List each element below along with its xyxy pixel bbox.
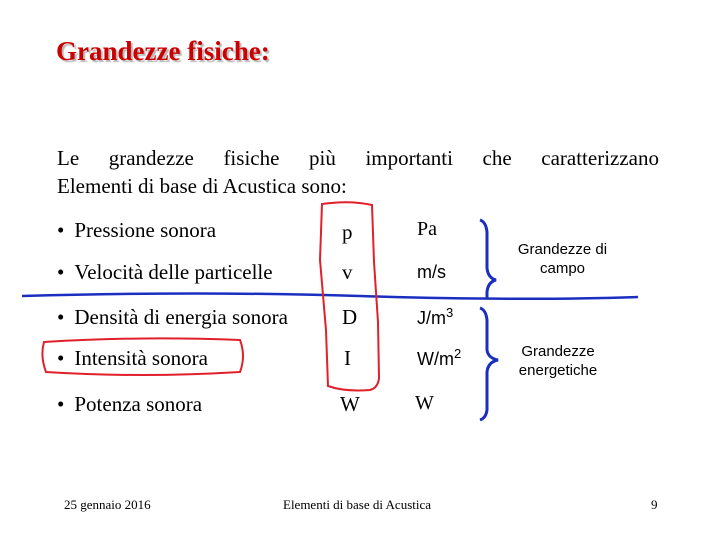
quantity-symbol: D [342, 305, 358, 329]
bullet-icon: • [57, 346, 65, 370]
quantity-unit: Pa [417, 218, 437, 240]
group-label-campo: Grandezze di campo [517, 241, 608, 277]
quantity-label: Velocità delle particelle [74, 260, 273, 284]
page-number: 9 [651, 497, 658, 512]
quantity-label: Intensità sonora [74, 346, 208, 370]
quantity-unit: $J/m^3$ [417, 305, 454, 328]
intensity-highlight [42, 338, 243, 375]
quantity-symbol: v [342, 260, 353, 284]
intro-line-2: Elementi di base di Acustica sono: [57, 174, 347, 198]
footer-date: 25 gennaio 2016 [64, 497, 151, 512]
bullet-icon: • [57, 260, 65, 284]
quantity-label: Potenza sonora [74, 392, 203, 416]
bullet-icon: • [57, 218, 65, 242]
quantity-unit: W [415, 392, 434, 414]
footer-title: Elementi di base di Acustica [283, 497, 432, 512]
quantity-unit: m/s [417, 262, 446, 282]
quantity-unit: $W/m^2$ [417, 346, 462, 369]
intro-line-1: Le grandezze fisiche più importanti che caratterizzano [57, 146, 659, 170]
group-label-energetiche: Grandezze energetiche [518, 343, 598, 379]
bullet-icon: • [57, 392, 65, 416]
quantity-symbol: p [342, 220, 353, 244]
slide-title: Grandezze fisiche: [56, 36, 270, 66]
quantity-symbol: I [344, 346, 351, 370]
quantity-label: Densità di energia sonora [74, 305, 288, 329]
separator-line [22, 294, 638, 299]
quantity-symbol: W [340, 392, 360, 416]
bracket-campo [480, 220, 496, 298]
quantity-label: Pressione sonora [74, 218, 217, 242]
bracket-energetiche [480, 308, 498, 420]
bullet-icon: • [57, 305, 65, 329]
